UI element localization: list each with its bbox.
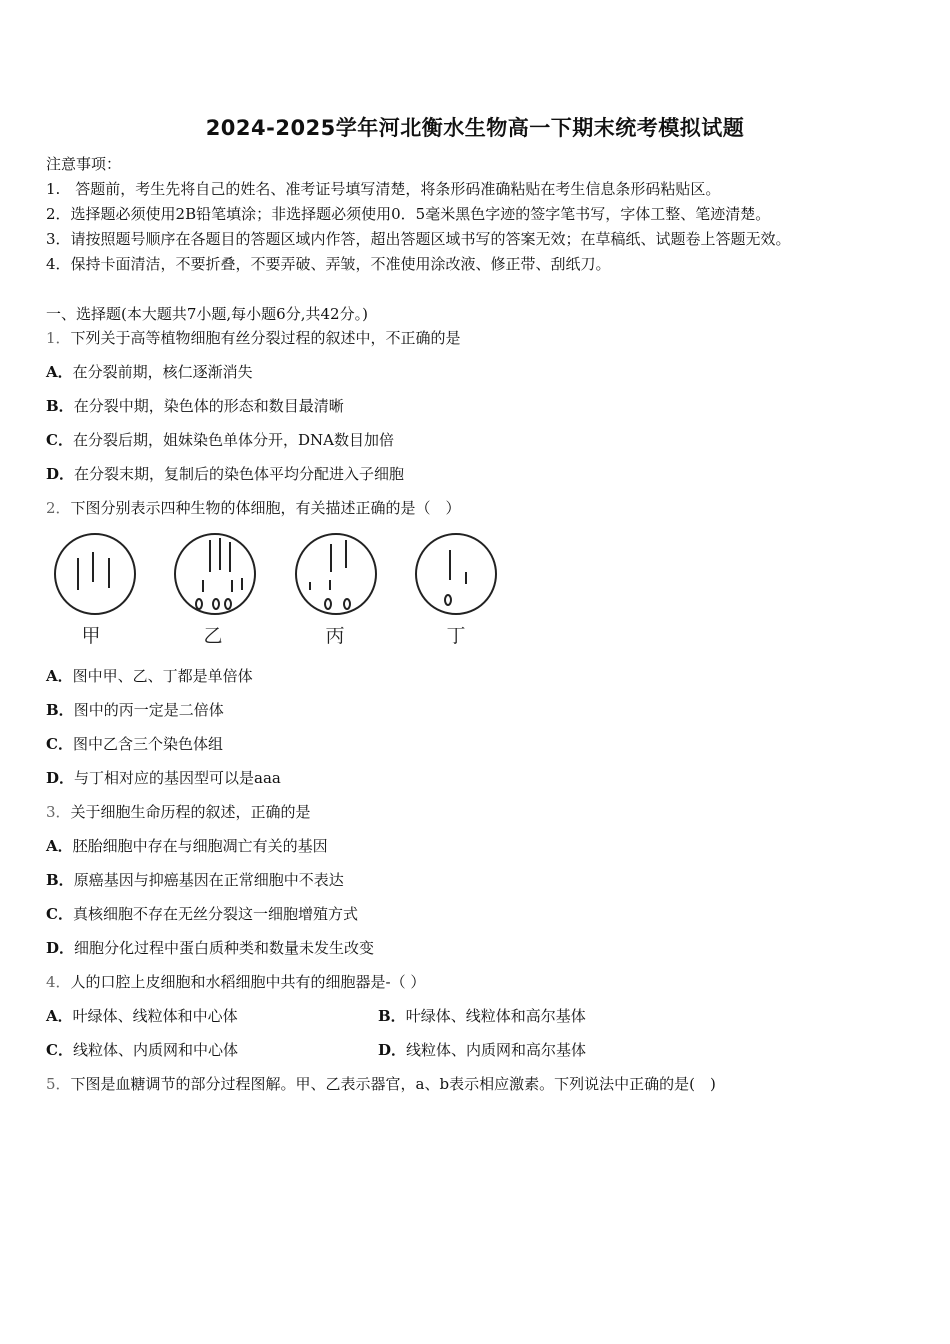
cell-outline xyxy=(175,534,255,614)
option-text: 图中乙含三个染色体组 xyxy=(72,735,223,753)
option-text: 在分裂前期，核仁逐渐消失 xyxy=(72,363,253,381)
question-4 xyxy=(46,971,425,992)
option-text: 图中的丙一定是二倍体 xyxy=(73,701,224,719)
cell-bing xyxy=(296,534,376,614)
option-1c[interactable] xyxy=(46,429,394,450)
notice-heading: 注意事项： xyxy=(46,155,122,173)
chromosome xyxy=(325,599,331,609)
notice-item: 4．保持卡面清洁，不要折叠，不要弄破、弄皱，不准使用涂改液、修正带、刮纸刀。 xyxy=(46,255,611,273)
cell-ding xyxy=(416,534,496,614)
option-text: 细胞分化过程中蛋白质种类和数量未发生改变 xyxy=(74,939,375,957)
section-heading: 一、选择题(本大题共7小题,每小题6分,共42分。) xyxy=(46,305,368,323)
chromosome xyxy=(344,599,350,609)
option-4d[interactable] xyxy=(378,1039,586,1060)
question-text: 下列关于高等植物细胞有丝分裂过程的叙述中，不正确的是 xyxy=(70,329,461,347)
option-2c[interactable] xyxy=(46,733,223,754)
option-4c[interactable] xyxy=(46,1039,238,1060)
option-text: 在分裂后期，姐妹染色单体分开，DNA数目加倍 xyxy=(72,431,394,449)
option-text: 与丁相对应的基因型可以是aaa xyxy=(74,769,281,787)
chromosome xyxy=(225,599,231,609)
option-label: C． xyxy=(46,431,73,449)
option-label: B． xyxy=(46,397,74,415)
option-text: 原癌基因与抑癌基因在正常细胞中不表达 xyxy=(73,871,344,889)
option-text: 真核细胞不存在无丝分裂这一细胞增殖方式 xyxy=(72,905,358,923)
page-title: 2024-2025学年河北衡水生物高一下期末统考模拟试题 xyxy=(205,116,745,140)
question-text: 下图是血糖调节的部分过程图解。甲、乙表示器官，a、b表示相应激素。下列说法中正确的是( ) xyxy=(70,1075,716,1093)
chromosome xyxy=(445,595,451,605)
option-label: B． xyxy=(46,871,74,889)
question-text: 关于细胞生命历程的叙述，正确的是 xyxy=(70,803,311,821)
option-text: 线粒体、内质网和中心体 xyxy=(72,1041,238,1059)
figure-label-bing: 丙 xyxy=(325,625,345,647)
figure-label-jia: 甲 xyxy=(81,625,101,647)
option-text: 在分裂中期，染色体的形态和数目最清晰 xyxy=(73,397,344,415)
question-text: 人的口腔上皮细胞和水稻细胞中共有的细胞器是-（ ） xyxy=(70,973,426,991)
option-3d[interactable] xyxy=(46,937,374,958)
chromosome xyxy=(196,599,202,609)
option-2a[interactable] xyxy=(46,665,253,686)
cell-outline xyxy=(296,534,376,614)
cell-yi xyxy=(175,534,255,614)
cell-jia xyxy=(55,534,135,614)
option-label: A． xyxy=(46,363,73,381)
question-number: 5． xyxy=(46,1075,71,1093)
option-1a[interactable] xyxy=(46,361,253,382)
option-4a[interactable] xyxy=(46,1005,238,1026)
option-4b[interactable] xyxy=(378,1005,586,1026)
cell-outline xyxy=(55,534,135,614)
cell-outline xyxy=(416,534,496,614)
option-2d[interactable] xyxy=(46,767,281,788)
option-text: 图中甲、乙、丁都是单倍体 xyxy=(72,667,253,685)
question-number: 3． xyxy=(46,803,71,821)
cell-diagram-figure xyxy=(48,528,508,653)
option-1b[interactable] xyxy=(46,395,344,416)
notice-item: 2．选择题必须使用2B铅笔填涂；非选择题必须使用0．5毫米黑色字迹的签字笔书写，字体工整、笔迹清楚。 xyxy=(46,205,771,223)
question-number: 4． xyxy=(46,973,71,991)
option-label: C． xyxy=(46,1041,73,1059)
option-text: 线粒体、内质网和高尔基体 xyxy=(406,1041,587,1059)
option-text: 叶绿体、线粒体和中心体 xyxy=(72,1007,238,1025)
option-2b[interactable] xyxy=(46,699,224,720)
question-number: 2． xyxy=(46,499,71,517)
option-label: B． xyxy=(378,1007,406,1025)
question-5 xyxy=(46,1073,716,1094)
question-number: 1． xyxy=(46,329,71,347)
option-text: 在分裂末期，复制后的染色体平均分配进入子细胞 xyxy=(74,465,405,483)
option-label: A． xyxy=(46,1007,73,1025)
notice-item: 3．请按照题号顺序在各题目的答题区域内作答，超出答题区域书写的答案无效；在草稿纸、试题卷上答题无效。 xyxy=(46,230,791,248)
option-label: A． xyxy=(46,667,73,685)
figure-label-yi: 乙 xyxy=(203,625,223,647)
figure-label-ding: 丁 xyxy=(446,625,466,647)
option-label: D． xyxy=(46,465,75,483)
option-label: D． xyxy=(46,769,75,787)
option-label: C． xyxy=(46,735,73,753)
option-3a[interactable] xyxy=(46,835,328,856)
option-label: C． xyxy=(46,905,73,923)
notice-item: 1. 答题前，考生先将自己的姓名、准考证号填写清楚，将条形码准确粘贴在考生信息条形码粘贴区。 xyxy=(46,180,721,198)
option-text: 叶绿体、线粒体和高尔基体 xyxy=(405,1007,586,1025)
chromosome xyxy=(213,599,219,609)
option-label: A． xyxy=(46,837,73,855)
question-text: 下图分别表示四种生物的体细胞，有关描述正确的是（ ） xyxy=(70,499,461,517)
option-3c[interactable] xyxy=(46,903,358,924)
option-label: D． xyxy=(46,939,75,957)
option-label: B． xyxy=(46,701,74,719)
question-2 xyxy=(46,497,461,518)
option-3b[interactable] xyxy=(46,869,344,890)
option-1d[interactable] xyxy=(46,463,404,484)
option-label: D． xyxy=(378,1041,407,1059)
question-3 xyxy=(46,801,311,822)
question-1 xyxy=(46,327,461,348)
option-text: 胚胎细胞中存在与细胞凋亡有关的基因 xyxy=(72,837,328,855)
